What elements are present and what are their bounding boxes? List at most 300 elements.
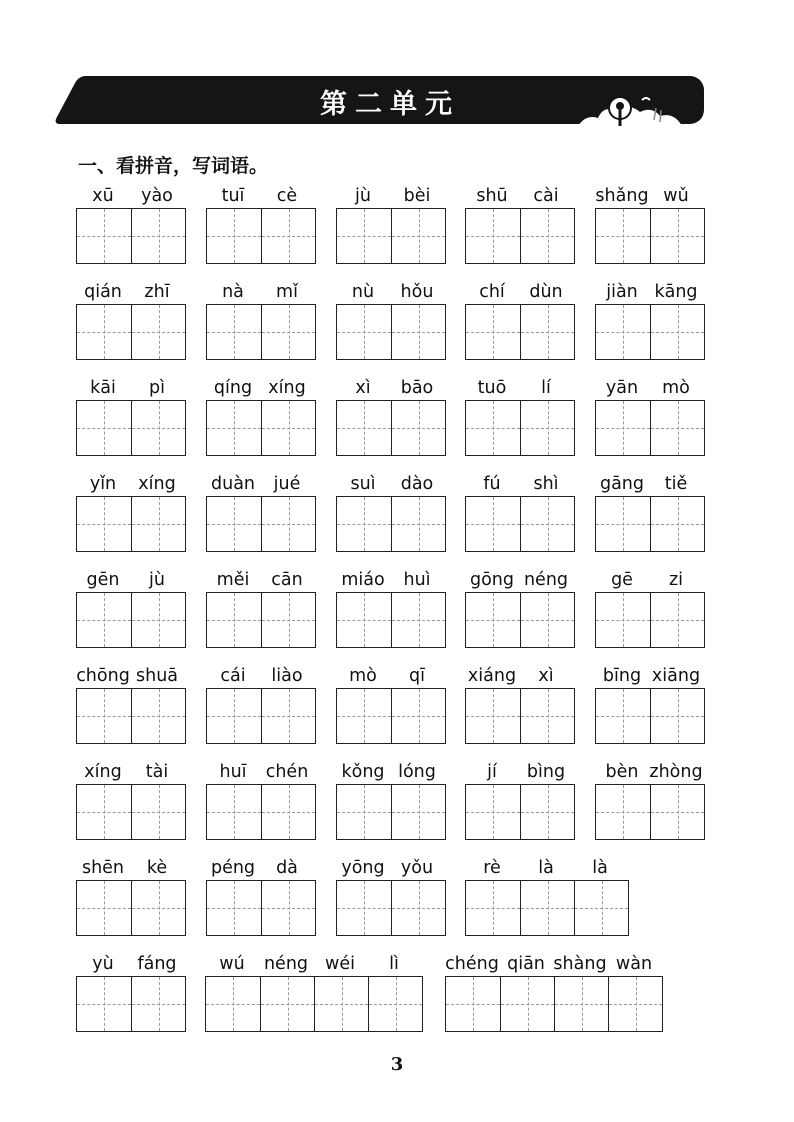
pinyin-syllable: qiān	[507, 954, 545, 974]
writing-boxes	[336, 208, 446, 264]
tianzige-cell[interactable]	[261, 305, 315, 359]
writing-boxes	[206, 400, 316, 456]
pinyin-syllable: bīng	[602, 666, 642, 686]
tianzige-cell[interactable]	[596, 497, 650, 551]
tianzige-cell[interactable]	[207, 593, 261, 647]
pinyin-syllable: xū	[92, 186, 114, 206]
pinyin-row	[336, 474, 444, 498]
tianzige-cell[interactable]	[131, 305, 185, 359]
writing-boxes	[76, 880, 186, 936]
tianzige-cell[interactable]	[337, 689, 391, 743]
pinyin-syllable: wàn	[615, 954, 653, 974]
writing-boxes	[336, 688, 446, 744]
pinyin-syllable: wéi	[325, 954, 355, 974]
pinyin-syllable: shuā	[135, 666, 179, 686]
tianzige-cell[interactable]	[650, 209, 704, 263]
pinyin-syllable: cái	[220, 666, 246, 686]
pinyin-row	[206, 282, 314, 306]
pinyin-syllable: jù	[355, 186, 371, 206]
pinyin-row	[336, 570, 444, 594]
pinyin-syllable: kè	[146, 858, 168, 878]
pinyin-row	[465, 474, 573, 498]
pinyin-row	[595, 666, 703, 690]
tianzige-cell[interactable]	[466, 785, 520, 839]
writing-boxes	[336, 592, 446, 648]
pinyin-row	[465, 186, 573, 210]
tianzige-cell[interactable]	[650, 785, 704, 839]
word-item	[206, 474, 314, 498]
tianzige-cell[interactable]	[77, 977, 131, 1031]
pinyin-syllable: yǒu	[400, 858, 434, 878]
pinyin-syllable: jí	[487, 762, 497, 782]
tianzige-cell[interactable]	[446, 977, 500, 1031]
pinyin-row	[336, 666, 444, 690]
writing-boxes	[206, 688, 316, 744]
writing-boxes	[336, 880, 446, 936]
pinyin-syllable: suì	[350, 474, 376, 494]
tianzige-cell[interactable]	[207, 497, 261, 551]
pinyin-row	[595, 282, 703, 306]
pinyin-row	[76, 666, 184, 690]
writing-boxes	[76, 400, 186, 456]
writing-boxes	[76, 688, 186, 744]
writing-boxes	[206, 880, 316, 936]
pinyin-syllable: yōng	[341, 858, 385, 878]
tianzige-cell[interactable]	[261, 401, 315, 455]
word-item	[76, 570, 184, 594]
word-item	[336, 186, 444, 210]
word-item	[206, 186, 314, 210]
pinyin-syllable: chéng	[445, 954, 499, 974]
pinyin-row	[465, 570, 573, 594]
tianzige-cell[interactable]	[520, 881, 574, 935]
writing-boxes	[465, 688, 575, 744]
writing-boxes	[76, 304, 186, 360]
pinyin-syllable: gāng	[599, 474, 645, 494]
pinyin-row	[206, 666, 314, 690]
pinyin-row	[336, 858, 444, 882]
pinyin-row	[76, 474, 184, 498]
tianzige-cell[interactable]	[337, 785, 391, 839]
pinyin-row	[206, 474, 314, 498]
pinyin-syllable: bìng	[526, 762, 566, 782]
word-item	[445, 954, 661, 978]
tianzige-cell[interactable]	[466, 209, 520, 263]
pinyin-syllable: gē	[611, 570, 633, 590]
pinyin-row	[595, 186, 703, 210]
pinyin-row	[465, 666, 573, 690]
tianzige-cell[interactable]	[391, 689, 445, 743]
tianzige-cell[interactable]	[207, 209, 261, 263]
tianzige-cell[interactable]	[520, 497, 574, 551]
writing-boxes	[76, 496, 186, 552]
writing-boxes	[76, 976, 186, 1032]
pinyin-syllable: cè	[276, 186, 298, 206]
tianzige-cell[interactable]	[520, 785, 574, 839]
word-item	[465, 570, 573, 594]
word-item	[206, 666, 314, 690]
pinyin-syllable: chōng	[76, 666, 130, 686]
writing-boxes	[595, 304, 705, 360]
word-item	[465, 666, 573, 690]
pinyin-syllable: mò	[662, 378, 690, 398]
tianzige-cell[interactable]	[131, 401, 185, 455]
tianzige-cell[interactable]	[391, 881, 445, 935]
word-item	[206, 570, 314, 594]
word-item	[206, 282, 314, 306]
pinyin-syllable: là	[538, 858, 554, 878]
tianzige-cell[interactable]	[77, 497, 131, 551]
tianzige-cell[interactable]	[337, 305, 391, 359]
tianzige-cell[interactable]	[207, 401, 261, 455]
tianzige-cell[interactable]	[261, 497, 315, 551]
writing-boxes	[205, 976, 423, 1032]
tianzige-cell[interactable]	[131, 497, 185, 551]
word-item	[465, 186, 573, 210]
tianzige-cell[interactable]	[608, 977, 662, 1031]
tianzige-cell[interactable]	[466, 593, 520, 647]
tianzige-cell[interactable]	[207, 785, 261, 839]
pinyin-syllable: rè	[483, 858, 501, 878]
word-item	[336, 666, 444, 690]
tianzige-cell[interactable]	[261, 593, 315, 647]
word-item	[76, 186, 184, 210]
pinyin-syllable: là	[592, 858, 608, 878]
pinyin-row	[206, 186, 314, 210]
pinyin-row	[465, 282, 573, 306]
tianzige-cell[interactable]	[261, 785, 315, 839]
word-item	[595, 474, 703, 498]
pinyin-syllable: shì	[533, 474, 559, 494]
pinyin-row	[336, 282, 444, 306]
pinyin-syllable: bèn	[605, 762, 639, 782]
writing-boxes	[465, 400, 575, 456]
word-item	[595, 282, 703, 306]
pinyin-syllable: zhī	[144, 282, 170, 302]
pinyin-syllable: yù	[92, 954, 114, 974]
tianzige-cell[interactable]	[391, 401, 445, 455]
tianzige-cell[interactable]	[131, 593, 185, 647]
pinyin-syllable: liào	[271, 666, 303, 686]
pinyin-syllable: bèi	[403, 186, 431, 206]
tree-cloud-decoration	[578, 86, 688, 128]
pinyin-syllable: tuī	[221, 186, 245, 206]
word-item	[76, 954, 184, 978]
pinyin-syllable: xiāng	[651, 666, 701, 686]
pinyin-row	[76, 378, 184, 402]
pinyin-syllable: zhòng	[649, 762, 703, 782]
tianzige-cell[interactable]	[554, 977, 608, 1031]
word-item	[206, 858, 314, 882]
writing-boxes	[445, 976, 663, 1032]
page-number: 3	[390, 1054, 404, 1075]
word-item	[336, 474, 444, 498]
pinyin-syllable: xì	[355, 378, 371, 398]
word-item	[76, 282, 184, 306]
tianzige-cell[interactable]	[131, 881, 185, 935]
pinyin-syllable: shàng	[553, 954, 607, 974]
word-item	[595, 666, 703, 690]
tianzige-cell[interactable]	[337, 401, 391, 455]
word-item	[336, 570, 444, 594]
word-item	[76, 666, 184, 690]
pinyin-row	[76, 570, 184, 594]
writing-boxes	[206, 496, 316, 552]
writing-boxes	[76, 784, 186, 840]
pinyin-row	[336, 378, 444, 402]
word-item	[206, 762, 314, 786]
writing-boxes	[465, 880, 629, 936]
writing-boxes	[465, 304, 575, 360]
pinyin-syllable: mǐ	[276, 282, 298, 302]
pinyin-row	[595, 570, 703, 594]
pinyin-row	[205, 954, 421, 978]
pinyin-syllable: tuō	[477, 378, 507, 398]
writing-boxes	[206, 208, 316, 264]
writing-boxes	[595, 496, 705, 552]
writing-boxes	[595, 208, 705, 264]
writing-boxes	[336, 400, 446, 456]
pinyin-syllable: nà	[222, 282, 244, 302]
pinyin-syllable: zi	[668, 570, 684, 590]
tianzige-cell[interactable]	[77, 305, 131, 359]
tianzige-cell[interactable]	[131, 689, 185, 743]
pinyin-syllable: xíng	[268, 378, 306, 398]
pinyin-syllable: fú	[483, 474, 501, 494]
pinyin-syllable: lóng	[398, 762, 436, 782]
tianzige-cell[interactable]	[466, 497, 520, 551]
pinyin-row	[336, 762, 444, 786]
pinyin-row	[465, 762, 573, 786]
word-item	[595, 570, 703, 594]
pinyin-syllable: gōng	[469, 570, 515, 590]
pinyin-syllable: gēn	[86, 570, 120, 590]
tianzige-cell[interactable]	[650, 689, 704, 743]
writing-boxes	[465, 208, 575, 264]
word-item	[76, 858, 184, 882]
tianzige-cell[interactable]	[391, 497, 445, 551]
tianzige-cell[interactable]	[574, 881, 628, 935]
pinyin-syllable: dùn	[529, 282, 563, 302]
pinyin-syllable: jué	[273, 474, 301, 494]
tianzige-cell[interactable]	[466, 881, 520, 935]
tianzige-cell[interactable]	[131, 209, 185, 263]
word-item	[336, 858, 444, 882]
tianzige-cell[interactable]	[260, 977, 314, 1031]
writing-boxes	[336, 496, 446, 552]
pinyin-syllable: tiě	[664, 474, 688, 494]
tianzige-cell[interactable]	[596, 785, 650, 839]
tianzige-cell[interactable]	[206, 977, 260, 1031]
word-item	[205, 954, 421, 978]
writing-boxes	[595, 592, 705, 648]
pinyin-row	[595, 378, 703, 402]
word-item	[206, 378, 314, 402]
pinyin-syllable: yǐn	[89, 474, 117, 494]
tianzige-cell[interactable]	[650, 593, 704, 647]
writing-boxes	[336, 784, 446, 840]
word-item	[76, 762, 184, 786]
tianzige-cell[interactable]	[391, 209, 445, 263]
tianzige-cell[interactable]	[337, 881, 391, 935]
tianzige-cell[interactable]	[596, 593, 650, 647]
tianzige-cell[interactable]	[520, 209, 574, 263]
pinyin-syllable: néng	[523, 570, 569, 590]
pinyin-syllable: huì	[403, 570, 431, 590]
tianzige-cell[interactable]	[466, 401, 520, 455]
tianzige-cell[interactable]	[391, 785, 445, 839]
pinyin-syllable: xiáng	[467, 666, 517, 686]
pinyin-syllable: dà	[276, 858, 298, 878]
writing-boxes	[595, 400, 705, 456]
tianzige-cell[interactable]	[77, 209, 131, 263]
pinyin-syllable: hǒu	[400, 282, 434, 302]
writing-boxes	[595, 688, 705, 744]
pinyin-row	[595, 762, 703, 786]
unit-title: 第二单元	[320, 89, 460, 120]
tianzige-cell[interactable]	[596, 305, 650, 359]
pinyin-syllable: tài	[145, 762, 169, 782]
pinyin-row	[76, 954, 184, 978]
pinyin-syllable: fáng	[137, 954, 177, 974]
pinyin-syllable: qián	[84, 282, 122, 302]
word-item	[76, 378, 184, 402]
pinyin-syllable: chén	[265, 762, 309, 782]
writing-boxes	[76, 208, 186, 264]
pinyin-syllable: chí	[479, 282, 505, 302]
tianzige-cell[interactable]	[131, 785, 185, 839]
tianzige-cell[interactable]	[500, 977, 554, 1031]
tianzige-cell[interactable]	[466, 689, 520, 743]
tianzige-cell[interactable]	[650, 401, 704, 455]
tianzige-cell[interactable]	[261, 689, 315, 743]
writing-boxes	[206, 592, 316, 648]
pinyin-row	[465, 378, 573, 402]
word-item	[336, 378, 444, 402]
tianzige-cell[interactable]	[466, 305, 520, 359]
tianzige-cell[interactable]	[337, 209, 391, 263]
word-item	[76, 474, 184, 498]
tianzige-cell[interactable]	[261, 209, 315, 263]
writing-boxes	[206, 784, 316, 840]
tianzige-cell[interactable]	[337, 497, 391, 551]
pinyin-row	[206, 762, 314, 786]
pinyin-syllable: cān	[271, 570, 303, 590]
pinyin-syllable: mò	[349, 666, 377, 686]
tianzige-cell[interactable]	[77, 689, 131, 743]
pinyin-syllable: kāng	[654, 282, 698, 302]
tianzige-cell[interactable]	[77, 593, 131, 647]
writing-boxes	[595, 784, 705, 840]
writing-boxes	[76, 592, 186, 648]
pinyin-syllable: jiàn	[606, 282, 638, 302]
word-item	[595, 762, 703, 786]
pinyin-syllable: qíng	[213, 378, 253, 398]
pinyin-syllable: shēn	[81, 858, 125, 878]
pinyin-syllable: xì	[538, 666, 554, 686]
tianzige-cell[interactable]	[261, 881, 315, 935]
tianzige-cell[interactable]	[207, 305, 261, 359]
pinyin-row	[465, 858, 627, 882]
pinyin-syllable: qī	[409, 666, 425, 686]
pinyin-syllable: wú	[219, 954, 245, 974]
pinyin-row	[445, 954, 661, 978]
pinyin-syllable: lì	[389, 954, 399, 974]
tianzige-cell[interactable]	[337, 593, 391, 647]
pinyin-syllable: yào	[141, 186, 173, 206]
word-item	[465, 762, 573, 786]
tianzige-cell[interactable]	[650, 305, 704, 359]
tianzige-cell[interactable]	[520, 401, 574, 455]
pinyin-row	[206, 858, 314, 882]
pinyin-syllable: shǎng	[595, 186, 649, 206]
pinyin-syllable: wǔ	[663, 186, 689, 206]
tianzige-cell[interactable]	[77, 881, 131, 935]
tianzige-cell[interactable]	[596, 401, 650, 455]
pinyin-row	[206, 570, 314, 594]
tianzige-cell[interactable]	[596, 209, 650, 263]
section-heading: 一、看拼音，写词语。	[78, 155, 269, 177]
pinyin-syllable: néng	[263, 954, 309, 974]
pinyin-syllable: jù	[149, 570, 165, 590]
pinyin-row	[76, 282, 184, 306]
tianzige-cell[interactable]	[650, 497, 704, 551]
tianzige-cell[interactable]	[520, 593, 574, 647]
pinyin-syllable: shū	[476, 186, 508, 206]
tianzige-cell[interactable]	[77, 785, 131, 839]
pinyin-syllable: duàn	[210, 474, 256, 494]
pinyin-syllable: dào	[400, 474, 434, 494]
word-item	[465, 474, 573, 498]
word-item	[595, 378, 703, 402]
pinyin-syllable: pì	[149, 378, 165, 398]
tianzige-cell[interactable]	[391, 305, 445, 359]
pinyin-row	[595, 474, 703, 498]
writing-boxes	[336, 304, 446, 360]
tianzige-cell[interactable]	[77, 401, 131, 455]
pinyin-syllable: yān	[605, 378, 639, 398]
tianzige-cell[interactable]	[596, 689, 650, 743]
pinyin-syllable: péng	[210, 858, 256, 878]
pinyin-syllable: kāi	[90, 378, 116, 398]
pinyin-row	[206, 378, 314, 402]
word-item	[465, 282, 573, 306]
tianzige-cell[interactable]	[314, 977, 368, 1031]
pinyin-row	[76, 858, 184, 882]
tianzige-cell[interactable]	[520, 689, 574, 743]
tianzige-cell[interactable]	[520, 305, 574, 359]
pinyin-row	[76, 762, 184, 786]
pinyin-row	[76, 186, 184, 210]
pinyin-row	[336, 186, 444, 210]
tianzige-cell[interactable]	[131, 977, 185, 1031]
pinyin-syllable: lí	[541, 378, 551, 398]
word-item	[465, 378, 573, 402]
pinyin-syllable: kǒng	[341, 762, 385, 782]
pinyin-syllable: nù	[351, 282, 375, 302]
writing-boxes	[465, 592, 575, 648]
tianzige-cell[interactable]	[207, 689, 261, 743]
writing-boxes	[206, 304, 316, 360]
tianzige-cell[interactable]	[207, 881, 261, 935]
word-item	[336, 762, 444, 786]
tianzige-cell[interactable]	[391, 593, 445, 647]
tianzige-cell[interactable]	[368, 977, 422, 1031]
pinyin-syllable: xíng	[138, 474, 176, 494]
writing-boxes	[465, 784, 575, 840]
pinyin-syllable: xíng	[84, 762, 122, 782]
word-item	[595, 186, 703, 210]
